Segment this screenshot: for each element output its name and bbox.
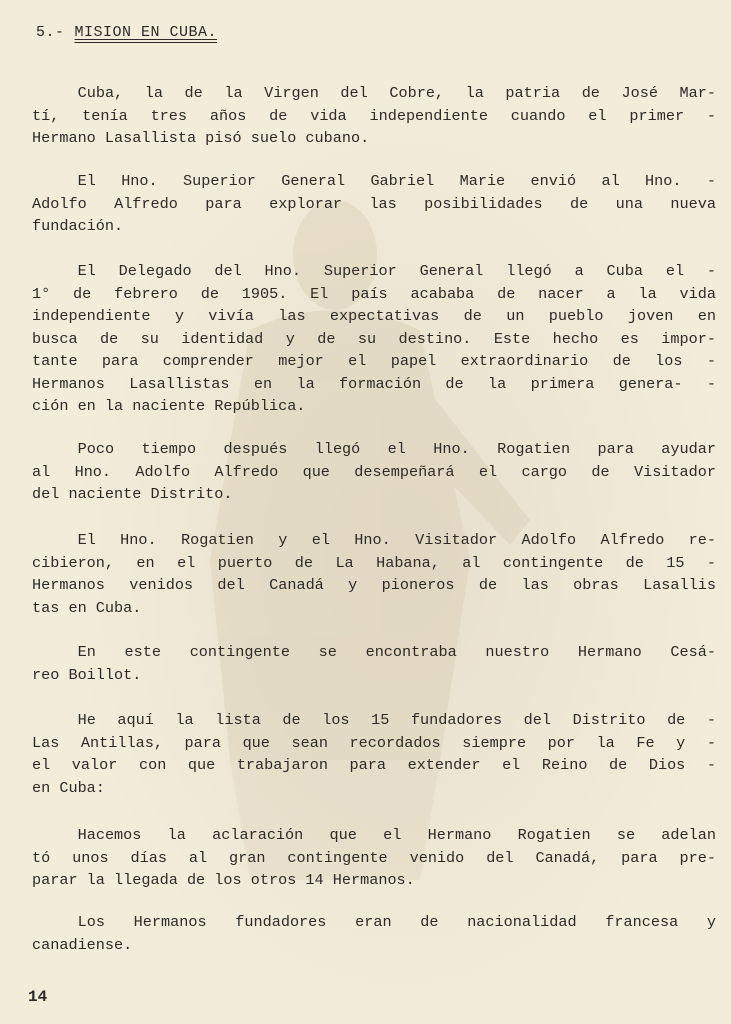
text-line: En este contingente se encontraba nuestro Hermano Cesá-: [32, 643, 716, 661]
text-line: Hermano Lasallista pisó suelo cubano.: [32, 129, 370, 147]
text-line: parar la llegada de los otros 14 Hermanos.: [32, 871, 415, 889]
text-line: canadiense.: [32, 935, 133, 954]
text-line: Los Hermanos fundadores eran de nacionalidad francesa y: [32, 913, 716, 931]
paragraph-1: [32, 82, 716, 150]
text-line: 1° de febrero de 1905. El país acababa de nacer a la vida: [32, 284, 716, 303]
text-line: el valor con que trabajaron para extender el Reino de Dios -: [32, 756, 716, 774]
paragraph-7: [32, 709, 716, 799]
section-heading: [36, 24, 217, 41]
text-line: El Hno. Rogatien y el Hno. Visitador Adolfo Alfredo re-: [32, 531, 716, 549]
paragraph-2: [32, 170, 716, 238]
text-line: en Cuba:: [32, 778, 105, 797]
text-line: tí, tenía tres años de vida independiente cuando el primer -: [32, 106, 716, 125]
text-line: Hermanos Lasallistas en la formación de la primera genera- -: [32, 374, 716, 393]
text-line: del naciente Distrito.: [32, 485, 233, 503]
text-line: Hacemos la aclaración que el Hermano Rogatien se adelan: [32, 826, 716, 844]
paragraph-6: [32, 641, 716, 686]
section-number: 5.-: [36, 24, 65, 41]
text-line: Adolfo Alfredo para explorar las posibilidades de una nueva: [32, 194, 716, 213]
paragraph-8: [32, 824, 716, 892]
paragraph-9: [32, 911, 716, 956]
text-line: tante para comprender mejor el papel extraordinario de los -: [32, 352, 716, 370]
text-line: fundación.: [32, 217, 124, 235]
text-line: Las Antillas, para que sean recordados siempre por la Fe y -: [32, 733, 716, 752]
text-line: al Hno. Adolfo Alfredo que desempeñará el cargo de Visitador: [32, 462, 716, 481]
text-line: ción en la naciente República.: [32, 397, 306, 415]
paragraph-5: [32, 529, 716, 619]
page-number: 14: [28, 988, 48, 1006]
text-line: Hermanos venidos del Canadá y pioneros de las obras Lasallis: [32, 576, 716, 594]
section-title: MISION EN CUBA.: [74, 24, 218, 41]
text-line: busca de su identidad y de su destino. Este hecho es impor-: [32, 329, 716, 348]
text-line: Poco tiempo después llegó el Hno. Rogatien para ayudar: [32, 440, 716, 458]
text-line: El Delegado del Hno. Superior General llegó a Cuba el -: [32, 262, 716, 280]
text-line: reo Boillot.: [32, 665, 142, 684]
text-line: independiente y vivía las expectativas de un pueblo joven en: [32, 307, 716, 325]
text-line: cibieron, en el puerto de La Habana, al contingente de 15 -: [32, 553, 716, 572]
text-line: tó unos días al gran contingente venido del Canadá, para pre-: [32, 848, 716, 867]
text-line: He aquí la lista de los 15 fundadores del Distrito de -: [32, 711, 716, 729]
paragraph-3: [32, 260, 716, 418]
paragraph-4: [32, 438, 716, 506]
text-line: tas en Cuba.: [32, 598, 142, 617]
text-line: El Hno. Superior General Gabriel Marie envió al Hno. -: [32, 172, 716, 190]
text-line: Cuba, la de la Virgen del Cobre, la patria de José Mar-: [32, 84, 716, 102]
